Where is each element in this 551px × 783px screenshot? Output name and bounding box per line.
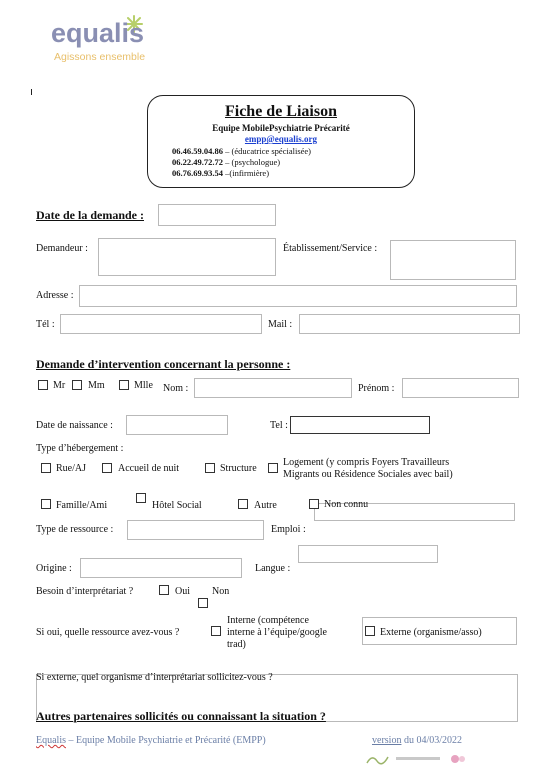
- tel-label: Tél :: [36, 319, 55, 330]
- partenaires-section-title: Autres partenaires sollicités ou connaissant la situation ?: [36, 709, 326, 723]
- mm-label: Mm: [88, 380, 105, 391]
- famille-checkbox[interactable]: [41, 499, 51, 509]
- accueil-nuit-checkbox[interactable]: [102, 463, 112, 473]
- externe-label: Externe (organisme/asso): [380, 627, 482, 638]
- mlle-checkbox[interactable]: [119, 380, 129, 390]
- adresse-label: Adresse :: [36, 290, 74, 301]
- partner-logo-icon: [448, 752, 470, 766]
- interne-checkbox[interactable]: [211, 626, 221, 636]
- tel2-field[interactable]: [290, 416, 430, 434]
- famille-label: Famille/Ami: [56, 500, 108, 511]
- logo-word: equalis: [51, 18, 145, 48]
- mlle-label: Mlle: [134, 380, 153, 391]
- prenom-field[interactable]: [402, 378, 519, 398]
- team-name: Equipe MobilePsychiatrie Précarité: [212, 123, 350, 133]
- date-naissance-label: Date de naissance :: [36, 420, 113, 431]
- contact-email-link[interactable]: empp@equalis.org: [244, 134, 318, 144]
- hotel-social-label: Hôtel Social: [152, 500, 202, 511]
- header-card: [147, 95, 415, 188]
- ressource-field[interactable]: [127, 520, 264, 540]
- hotel-social-checkbox[interactable]: [136, 493, 146, 503]
- logement-label: Logement (y compris Foyers Travailleurs: [283, 457, 450, 468]
- mr-checkbox[interactable]: [38, 380, 48, 390]
- autre-checkbox[interactable]: [238, 499, 248, 509]
- accueil-nuit-label: Accueil de nuit: [118, 463, 180, 474]
- langue-label: Langue :: [255, 563, 291, 574]
- phone-line: 06.46.59.04.86 – (éducatrice spécialisée): [172, 146, 312, 156]
- personne-section-title: Demande d’intervention concernant la personne :: [36, 357, 291, 371]
- phone-line: 06.76.69.93.54 –(infirmière): [172, 168, 270, 178]
- non-connu-label: Non connu: [324, 499, 369, 510]
- emploi-label: Emploi :: [271, 524, 306, 535]
- oui-label: Oui: [175, 586, 190, 597]
- date-naissance-field[interactable]: [126, 415, 228, 435]
- origine-field[interactable]: [80, 558, 242, 578]
- demandeur-label: Demandeur :: [36, 243, 88, 254]
- logement-label-2: Migrants ou Résidence Sociales avec bail): [283, 469, 453, 480]
- logement-checkbox[interactable]: [268, 463, 278, 473]
- rue-checkbox[interactable]: [41, 463, 51, 473]
- mr-label: Mr: [53, 380, 66, 391]
- demandeur-field[interactable]: [98, 238, 276, 276]
- etablissement-field[interactable]: [390, 240, 516, 280]
- footer-version: version du 04/03/2022: [372, 735, 463, 746]
- logo-tagline: Agissons ensemble: [54, 51, 146, 63]
- non-checkbox[interactable]: [198, 598, 208, 608]
- si-oui-label: Si oui, quelle ressource avez-vous ?: [36, 627, 180, 638]
- footer-left: Equalis – Equipe Mobile Psychiatrie et Précarité (EMPP): [36, 735, 266, 746]
- partner-logo-icon: [366, 753, 390, 765]
- non-connu-checkbox[interactable]: [309, 499, 319, 509]
- non-label: Non: [212, 586, 230, 597]
- structure-checkbox[interactable]: [205, 463, 215, 473]
- cursor-mark: [31, 89, 32, 95]
- autre-label: Autre: [254, 500, 277, 511]
- ressource-label: Type de ressource :: [36, 524, 114, 535]
- etablissement-label: Établissement/Service :: [283, 243, 378, 254]
- si-externe-label: Si externe, quel organisme d’interprétariat sollicitez-vous ?: [36, 672, 273, 683]
- emploi-field[interactable]: [298, 545, 438, 563]
- origine-label: Origine :: [36, 563, 72, 574]
- mail-field[interactable]: [299, 314, 520, 334]
- rue-label: Rue/AJ: [56, 463, 86, 474]
- prenom-label: Prénom :: [358, 383, 395, 394]
- adresse-field[interactable]: [79, 285, 517, 307]
- date-demande-label: Date de la demande :: [36, 208, 144, 222]
- interne-label-3: trad): [227, 639, 246, 650]
- nom-field[interactable]: [194, 378, 352, 398]
- partner-logo-text: [396, 757, 440, 760]
- hebergement-label: Type d’hébergement :: [36, 443, 124, 454]
- tel-field[interactable]: [60, 314, 262, 334]
- structure-label: Structure: [220, 463, 257, 474]
- oui-checkbox[interactable]: [159, 585, 169, 595]
- mail-label: Mail :: [268, 319, 293, 330]
- externe-checkbox[interactable]: [365, 626, 375, 636]
- interne-label-2: interne à l’équipe/google: [227, 627, 327, 638]
- page-title: Fiche de Liaison: [224, 103, 337, 120]
- interne-label: Interne (compétence: [227, 615, 309, 626]
- date-demande-field[interactable]: [158, 204, 276, 226]
- mm-checkbox[interactable]: [72, 380, 82, 390]
- nom-label: Nom :: [163, 383, 189, 394]
- besoin-interp-label: Besoin d’interprétariat ?: [36, 586, 134, 597]
- phone-line: 06.22.49.72.72 – (psychologue): [172, 157, 281, 167]
- tel2-label: Tel :: [270, 420, 288, 431]
